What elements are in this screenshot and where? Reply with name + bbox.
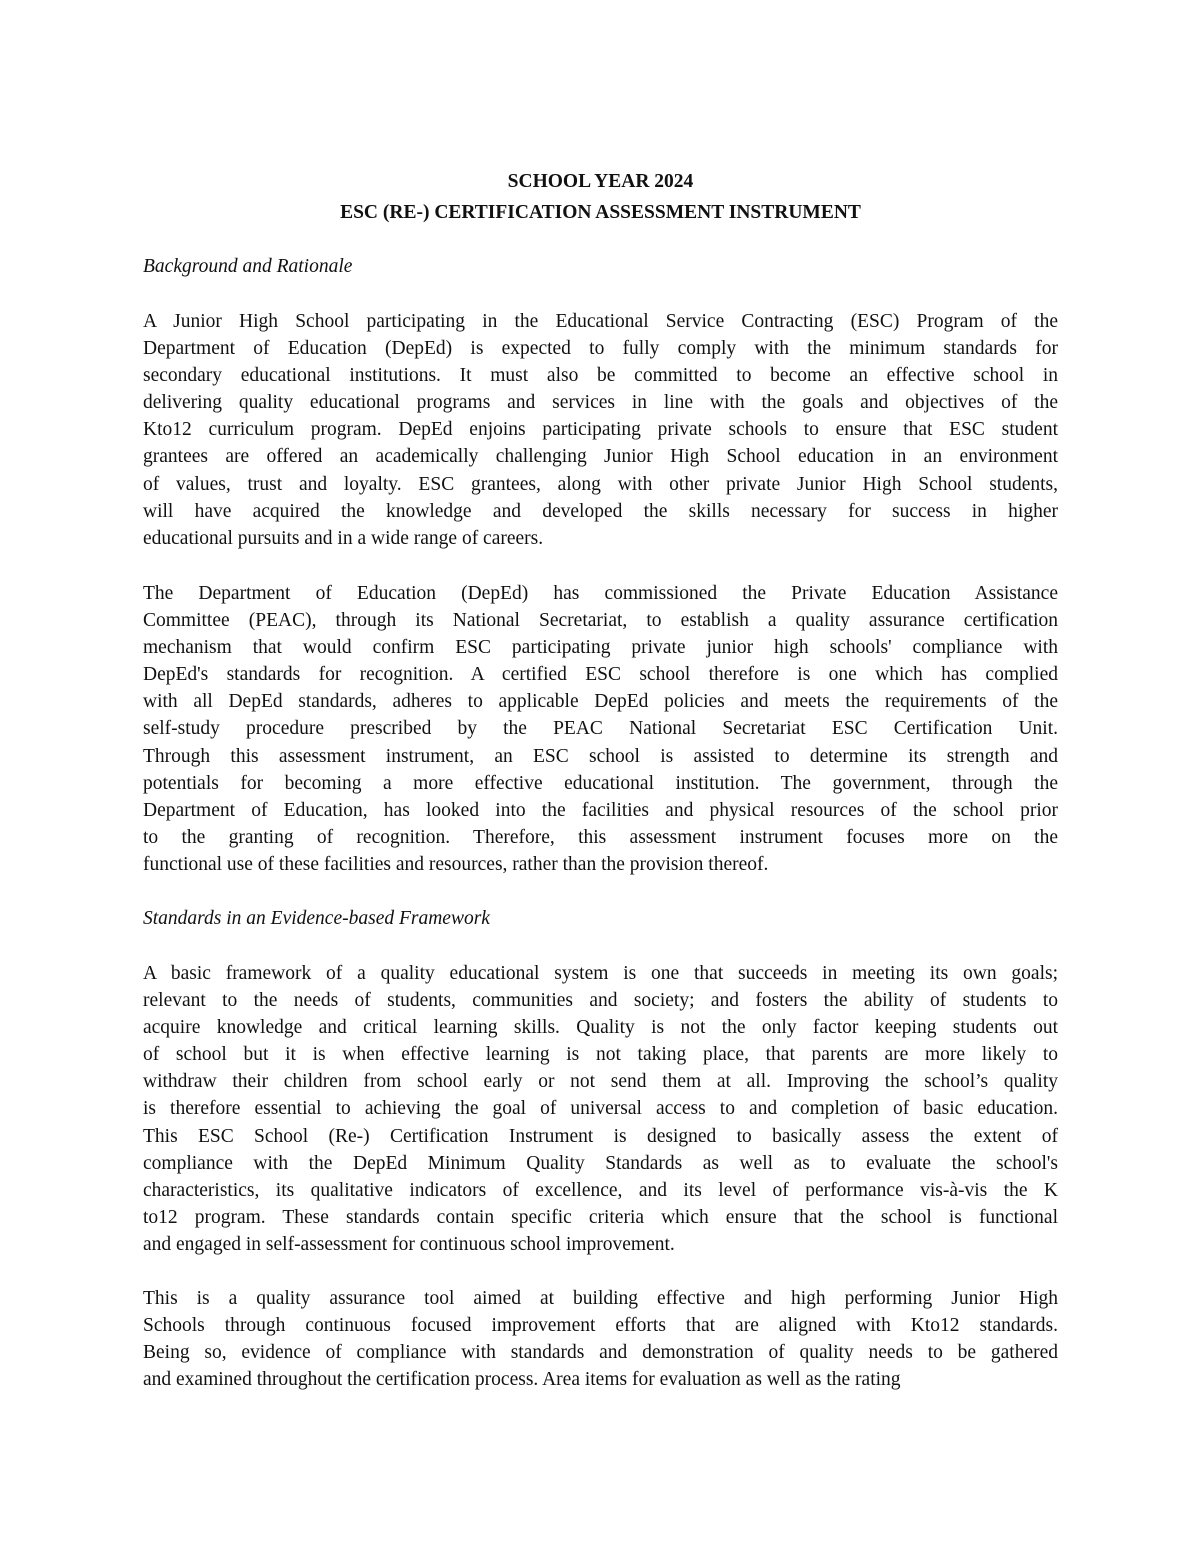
text-line: This ESC School (Re-) Certification Instrument is designed to basically assess the extent of [143, 1125, 1058, 1147]
text-line: characteristics, its qualitative indicators of excellence, and its level of performance vis-à-vis the K [143, 1179, 1058, 1201]
text-line: The Department of Education (DepEd) has commissioned the Private Education Assistance [143, 583, 1058, 604]
text-line: will have acquired the knowledge and developed the skills necessary for success in higher [143, 500, 1058, 522]
text-line: self-study procedure prescribed by the PEAC National Secretariat ESC Certification Unit. [143, 718, 1058, 740]
text-line: is therefore essential to achieving the goal of universal access to and completion of basic education. [143, 1098, 1058, 1120]
text-line: Department of Education (DepEd) is expected to fully comply with the minimum standards for [143, 338, 1058, 360]
text-line: Being so, evidence of compliance with standards and demonstration of quality needs to be gathered [143, 1342, 1058, 1364]
text-line: acquire knowledge and critical learning skills. Quality is not the only factor keeping students out [143, 1017, 1058, 1039]
text-line: with all DepEd standards, adheres to applicable DepEd policies and meets the requirements of the [143, 691, 1058, 713]
text-line: to12 program. These standards contain specific criteria which ensure that the school is functional [143, 1206, 1058, 1228]
text-line: of values, trust and loyalty. ESC grantees, along with other private Junior High School students, [143, 473, 1058, 495]
text-line: Schools through continuous focused improvement efforts that are aligned with Kto12 standards. [143, 1315, 1058, 1337]
paragraph-1 [143, 308, 1058, 552]
text-line: Through this assessment instrument, an ESC school is assisted to determine its strength and [143, 745, 1058, 767]
text-line: and examined throughout the certification process. Area items for evaluation as well as the rating [143, 1369, 901, 1391]
text-line: This is a quality assurance tool aimed at building effective and high performing Junior High [143, 1288, 1058, 1309]
text-line: and engaged in self-assessment for continuous school improvement. [143, 1233, 675, 1255]
text-line: A basic framework of a quality educational system is one that succeeds in meeting its own goals; [143, 963, 1058, 984]
text-line: relevant to the needs of students, communities and society; and fosters the ability of students to [143, 990, 1058, 1012]
text-line: Kto12 curriculum program. DepEd enjoins participating private schools to ensure that ESC student [143, 419, 1058, 441]
text-line: Department of Education, has looked into the facilities and physical resources of the school prior [143, 799, 1058, 821]
text-line: of school but it is when effective learning is not taking place, that parents are more likely to [143, 1044, 1058, 1066]
text-line: grantees are offered an academically challenging Junior High School education in an environment [143, 446, 1058, 468]
text-line: to the granting of recognition. Therefore, this assessment instrument focuses more on the [143, 826, 1058, 848]
text-line: delivering quality educational programs and services in line with the goals and objectives of the [143, 392, 1058, 414]
text-line: potentials for becoming a more effective educational institution. The government, through the [143, 772, 1058, 794]
text-line: compliance with the DepEd Minimum Quality Standards as well as to evaluate the school's [143, 1152, 1058, 1174]
text-line: educational pursuits and in a wide range of careers. [143, 527, 544, 549]
text-line: mechanism that would confirm ESC participating private junior high schools' compliance with [143, 637, 1058, 659]
section-heading-background: Background and Rationale [143, 256, 353, 277]
paragraph-2 [143, 580, 1058, 878]
document-title: ESC (RE-) CERTIFICATION ASSESSMENT INSTRUMENT [340, 202, 861, 223]
paragraph-3 [143, 960, 1058, 1258]
text-line: Committee (PEAC), through its National Secretariat, to establish a quality assurance certification [143, 610, 1058, 632]
text-line: A Junior High School participating in the Educational Service Contracting (ESC) Program of the [143, 311, 1058, 332]
text-line: DepEd's standards for recognition. A certified ESC school therefore is one which has complied [143, 664, 1058, 686]
text-line: secondary educational institutions. It must also be committed to become an effective school in [143, 365, 1058, 387]
section-heading-standards: Standards in an Evidence-based Framework [143, 908, 490, 929]
school-year-title: SCHOOL YEAR 2024 [507, 171, 694, 192]
text-line: functional use of these facilities and resources, rather than the provision thereof. [143, 853, 769, 875]
paragraph-4 [143, 1285, 1058, 1393]
text-line: withdraw their children from school early or not send them at all. Improving the school’s quality [143, 1071, 1058, 1093]
